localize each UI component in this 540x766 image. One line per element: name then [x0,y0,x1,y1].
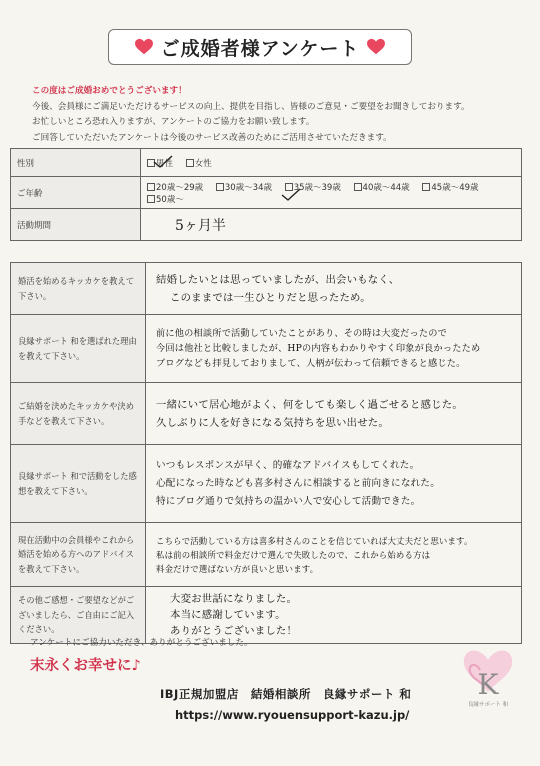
gender-option-male[interactable]: 男性 [147,159,173,169]
gender-label: 性別 [11,149,141,177]
question-label: 良縁サポート 和で活動をした感想を教えて下さい。 [11,445,146,523]
answer-handwritten: 結婚したいとは思っていましたが、出会いもなく、 このままでは一生ひとりだと思ったため。 [146,263,522,315]
age-option[interactable]: 40歳～44歳 [354,183,410,193]
question-label: 良縁サポート 和を選ばれた理由を教えて下さい。 [11,315,146,383]
website-link[interactable]: https://www.ryouensupport-kazu.jp/ [175,708,410,722]
congrats-line: この度はご成婚おめでとうございます！ [32,86,187,96]
wish-text: 末永くお幸せに♪ [30,658,141,674]
checkbox[interactable] [216,183,224,191]
question-label: 現在活動中の会員様やこれから婚活を始める方へのアドバイスを教えて下さい。 [11,523,146,587]
answer-handwritten: 大変お世話になりました。 本当に感謝しています。 ありがとうございました！ [146,587,522,644]
period-label: 活動期間 [11,209,141,241]
page-title: ご成婚者様アンケート [160,37,360,60]
shop-name: IBJ正規加盟店 結婚相談所 良縁サポート 和 [160,687,412,701]
checkbox[interactable] [147,195,155,203]
intro-text [32,84,512,146]
age-option[interactable]: 50歳～ [147,195,184,205]
answer-handwritten: こちらで活動している方は喜多村さんのことを信じていれば大丈夫だと思います。 私は前の相談所で料金だけで選んで失敗したので、これから始める方は 料金だけで選ばない方が良いと思います。 [146,523,522,587]
answer-handwritten: 前に他の相談所で活動していたことがあり、その時は大変だったので 今回は他社と比較しましたが、HPの内容もわかりやすく印象が良かったため ブログなども拝見しておりまして、人柄が伝わって信頼できると感じた。 [146,315,522,383]
intro-line: 今後、会員様にご満足いただけるサービスの向上、提供を目指し、皆様のご意見・ご要望をお聞きしております。 [32,101,470,112]
age-option[interactable]: 45歳～49歳 [422,183,478,193]
brand-logo [452,638,524,710]
logo-letters: K [477,668,499,701]
check-mark-icon [152,155,174,169]
checkbox[interactable] [354,183,362,191]
question-label: 婚活を始めるキッカケを教えて下さい。 [11,263,146,315]
age-label: ご年齢 [11,177,141,209]
gender-option-female[interactable]: 女性 [186,159,212,169]
age-option[interactable]: 30歳～34歳 [216,183,272,193]
check-mark-icon [280,188,302,202]
answer-handwritten: いつもレスポンスが早く、的確なアドバイスもしてくれた。 心配になった時なども喜多村さんに相談すると前向きになれた。 特にブログ通りで気持ちの温かい人で安心して活動できた。 [146,445,522,523]
logo-name: 良縁サポート 和 [467,702,509,708]
profile-table [10,148,522,241]
answer-handwritten: 一緒にいて居心地がよく、何をしても楽しく過ごせると感じた。 久しぶりに人を好きになる気持ちを思い出せた。 [146,383,522,445]
age-option[interactable]: 20歳～29歳 [147,183,203,193]
checkbox[interactable] [147,183,155,191]
age-options [141,177,522,209]
intro-line: ご回答していただいたアンケートは今後のサービス改善のためにご活用させていただきます。 [32,132,392,143]
period-answer [141,209,522,241]
checkbox[interactable] [422,183,430,191]
period-handwritten: 5ヶ月半 [175,217,226,234]
question-table [10,262,522,644]
age-option-checked[interactable]: 35歳～39歳 [285,183,341,193]
title-box [108,29,412,65]
question-label: その他ご感想・ご要望などがございましたら、ご自由にご記入ください。 [11,587,146,644]
intro-line: お忙しいところ恐れ入りますが、アンケートのご協力をお願い致します。 [32,117,315,127]
gender-options [141,149,522,177]
heart-icon [367,38,385,56]
heart-icon [135,38,153,56]
thanks-text: アンケートにご協力いただき、ありがとうございました。 [30,638,253,648]
checkbox[interactable] [186,159,194,167]
question-label: ご結婚を決めたキッカケや決め手などを教えて下さい。 [11,383,146,445]
